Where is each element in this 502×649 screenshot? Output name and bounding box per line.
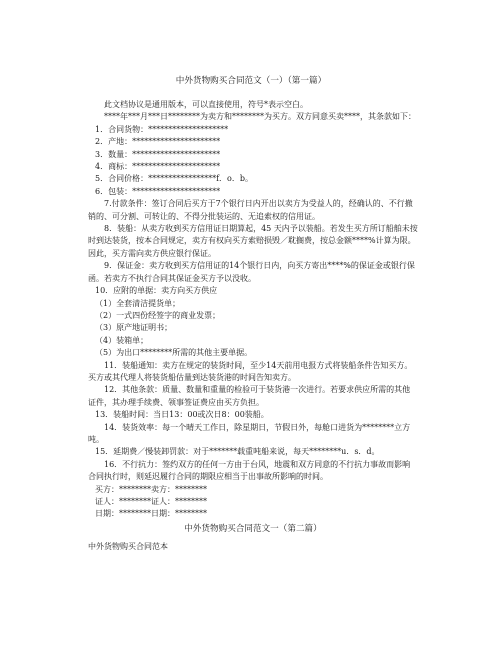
section-subheading: 中外货物购买合同范本 <box>88 542 168 552</box>
document-list-item: （1）全套清洁提货单； <box>95 298 181 308</box>
clause-item: 10．应附的单据：卖方向买方供应 <box>95 286 218 296</box>
document-list-item: （4）装箱单； <box>95 335 149 345</box>
clause-item: 14．装货效率：每一个晴天工作日，除星期日，节假日外，每舱口进货为********立方吨。 <box>88 422 411 444</box>
clause-item: 8．装船：从卖方收到买方信用证日期算起，45 天内予以装船。若发生买方所订船舶未按时到达装货，按本合同规定，卖方有权向买方索赔损毁／耽搁费，按总金额****%计算为限。因此，买方需向卖方供应银行保证。 <box>88 224 418 258</box>
clause-item: 13．装船时间：当日13：00或次日8：00装船。 <box>95 410 269 420</box>
parties-paragraph: ****年***月***日********为卖方和********为买方。双方同意买卖****，其条款如下： <box>104 112 416 122</box>
clause-item: 16．不行抗力：签约双方的任何一方由于台风，地震和双方同意的不行抗力事故而影响合同执行时，则延迟履行合同的期限应相当于出事故所影响的时间。 <box>88 459 411 482</box>
signature-line: 买方：********卖方：******** <box>95 484 207 494</box>
clause-item: 2．产地：********************** <box>95 137 221 147</box>
document-body <box>88 99 418 554</box>
clause-item: 12．其他条款：质量、数量和重量的检验可于装货港一次进行。若要求供应所需的其他证件，其办理手续费、领事签证费应由买方负担。 <box>88 385 411 407</box>
intro-paragraph: 此文档协议是通用版本，可以直接使用，符号*表示空白。 <box>104 100 308 109</box>
clause-item: 6．包装：********************** <box>95 186 221 196</box>
clause-item: 1．合同货物：******************** <box>95 124 229 134</box>
clause-item: 5．合同价格：*****************f．o．b。 <box>95 174 253 184</box>
document-title: 中外货物购买合同范文（一）（第一篇） <box>175 76 327 86</box>
clause-item: 11．装船通知：卖方在规定的装货时间，至少14天前用电报方式将装船条件告知买方。买方或其代理人将装货船估量到达装货港的时间告知卖方。 <box>88 360 413 382</box>
clause-item: 15．延期费／慢装卸罚款：对于*******载重吨船来说，每天********u．s．d。 <box>95 447 380 457</box>
document-list-item: （3）原产地证明书； <box>95 323 173 333</box>
signature-line: 日期：********日期：******** <box>95 509 207 519</box>
section-title: 中外货物购买合同范文一（第二篇） <box>184 523 322 534</box>
clause-item: 3．数量：********************** <box>95 149 221 159</box>
signature-line: 证人：********证人：******** <box>95 497 207 506</box>
document-list-item: （2）一式四份经签字的商业发票； <box>95 310 221 320</box>
document-list-item: （5）为出口********所需的其他主要单据。 <box>95 348 253 358</box>
clause-item: 9．保证金：卖方收到买方信用证的14个银行日内，向买方寄出****%的保证金或银行保函。若卖方不执行合同其保证金买方予以没收。 <box>88 261 415 283</box>
clause-item: 4．商标：********************** <box>95 162 221 172</box>
clause-item: 7.付款条件：签订合同后买方于7个银行日内开出以卖方为受益人的，经确认的、不行撤销的、可分割、可转让的、不得分批装运的、无追索权的信用证。 <box>88 199 413 221</box>
